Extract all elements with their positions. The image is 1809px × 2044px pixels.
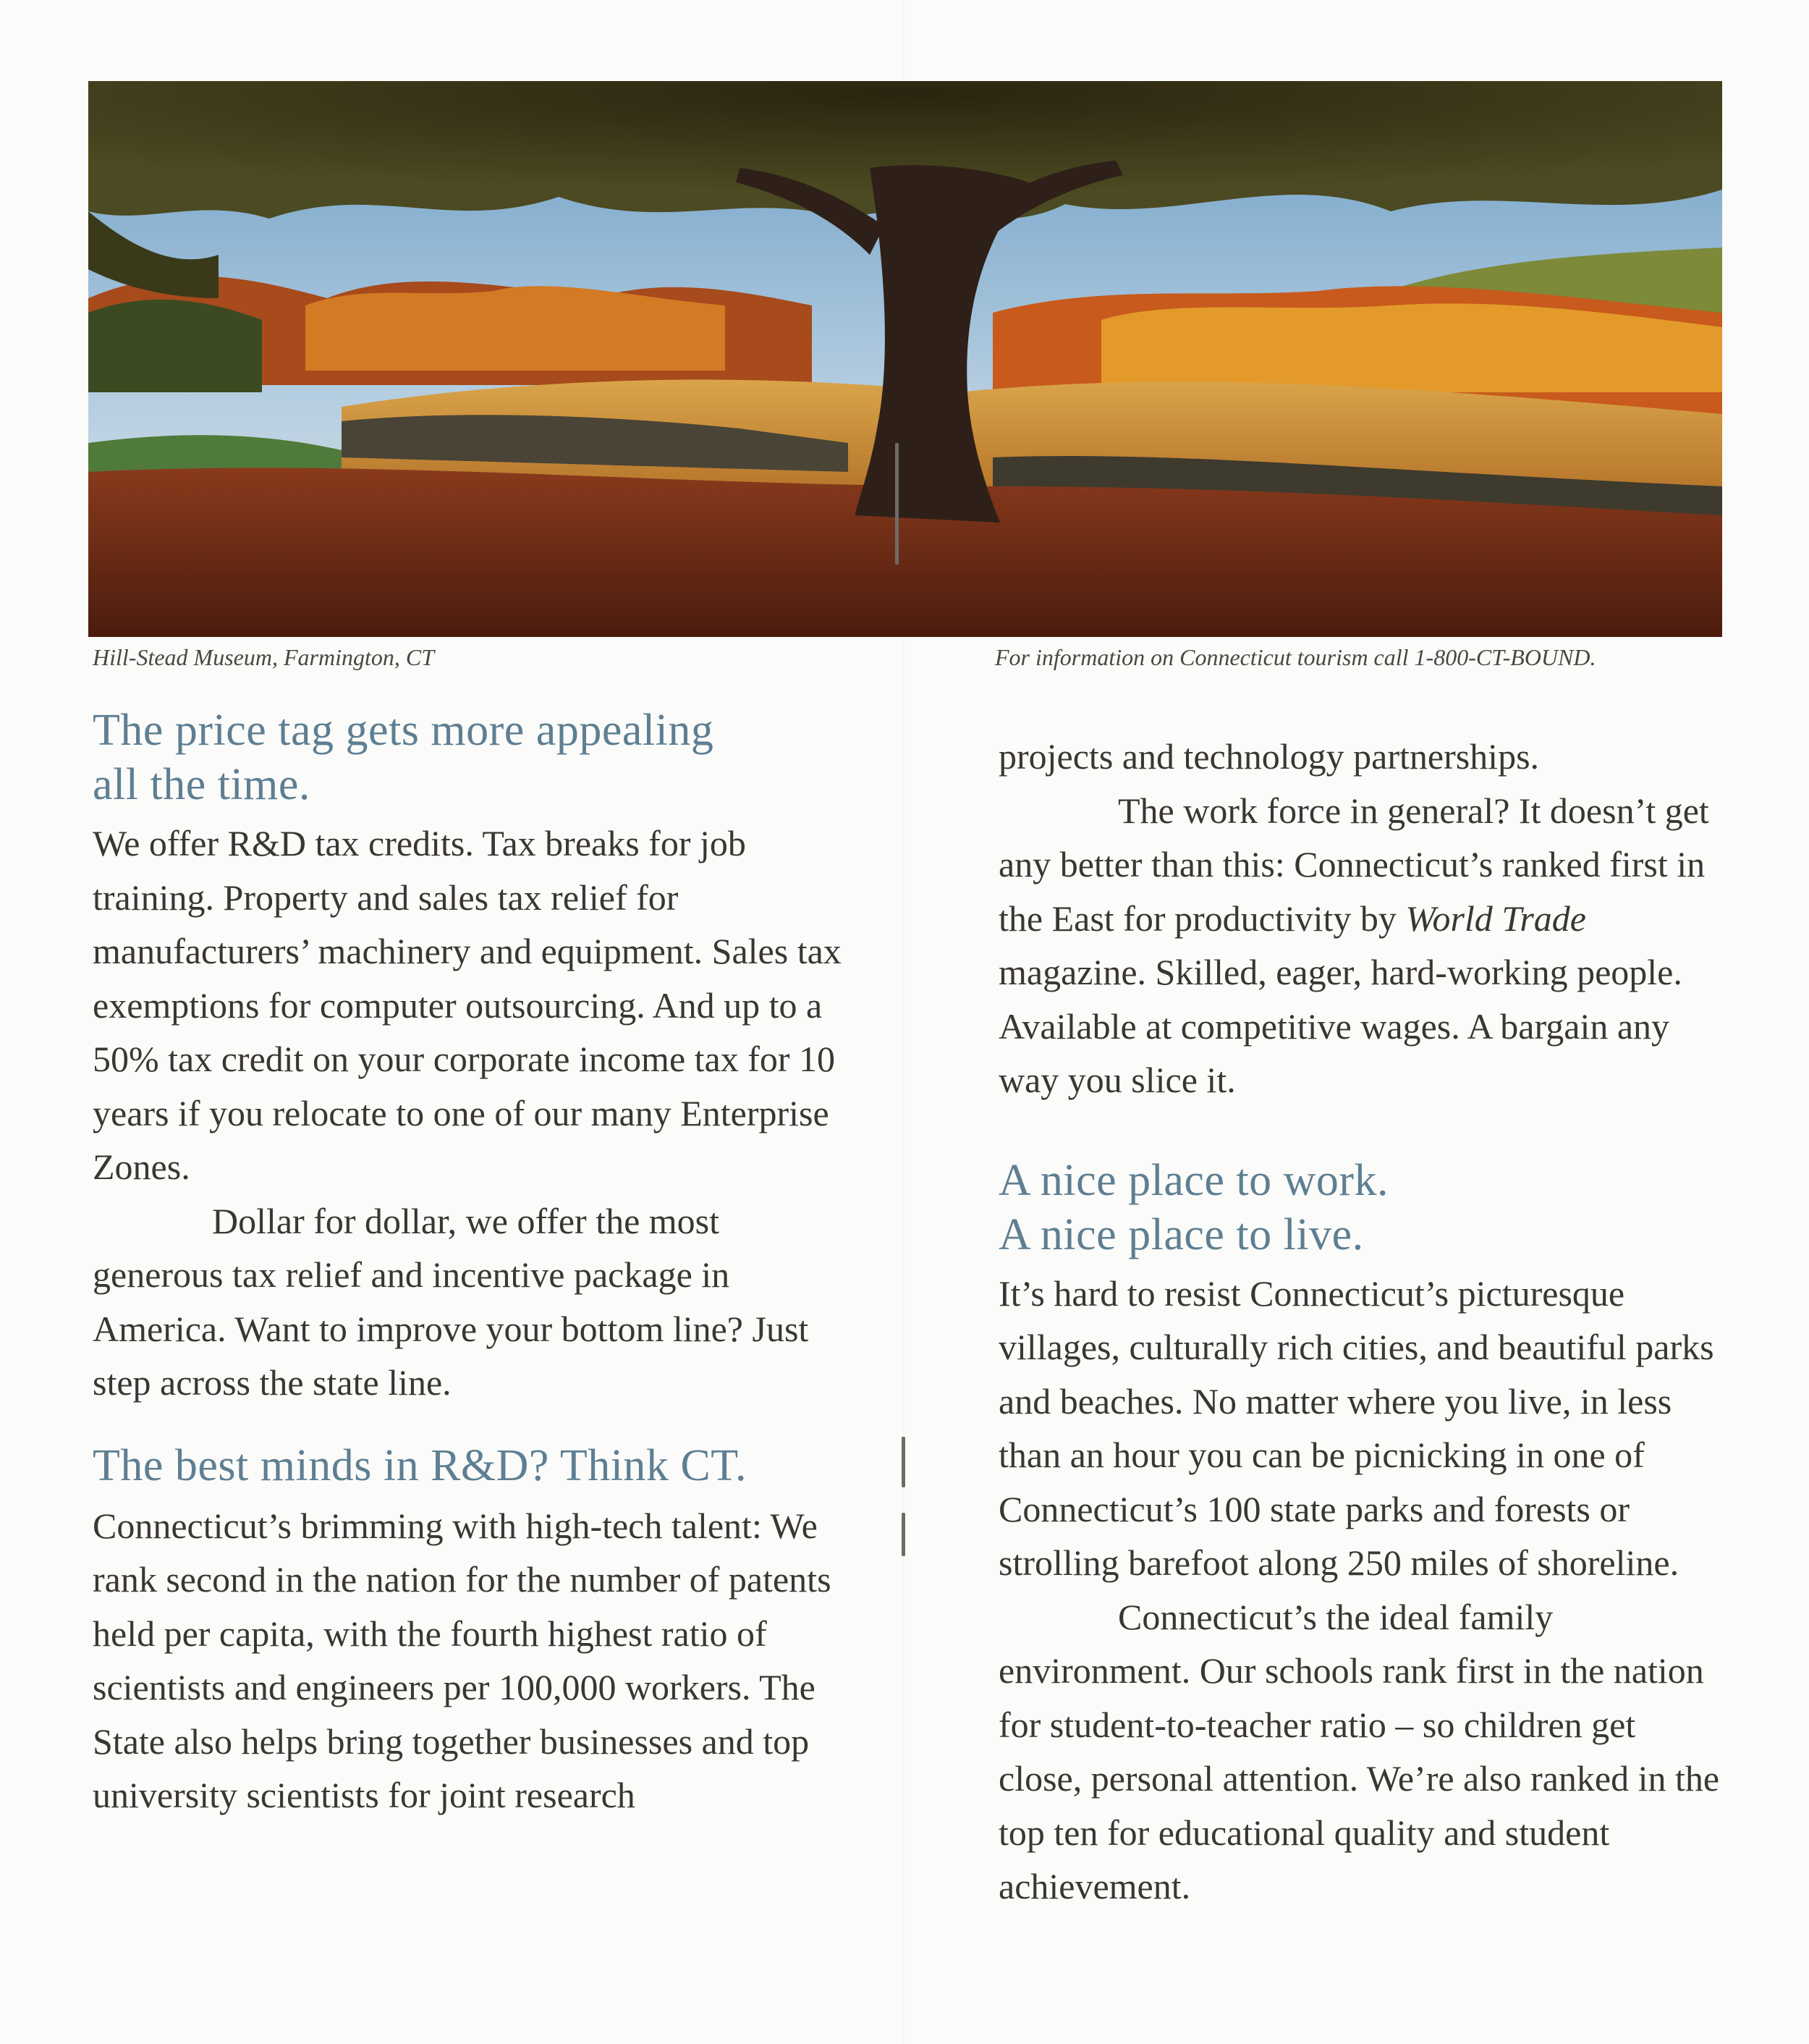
heading-best-minds: The best minds in R&D? Think CT. [93, 1440, 747, 1490]
autumn-landscape-photo [88, 81, 1722, 637]
left-column [93, 704, 845, 1823]
landscape-illustration [88, 81, 1722, 637]
photo-caption-tourism: For information on Connecticut tourism call 1-800-CT-BOUND. [995, 644, 1596, 670]
paragraph-picturesque: It’s hard to resist Connecticut’s picturesque villages, culturally rich cities, and beautiful parks and beaches. No matter where you live, in less than an hour you can be picnicking in one of Connecticut’s 100 state parks and forests or strolling barefoot along 250 miles of shoreline. [999, 1272, 1714, 1583]
binding-staple-mid [902, 1437, 905, 1487]
binding-staple-low [902, 1513, 905, 1556]
paragraph-continued: projects and technology partnerships. [999, 736, 1540, 777]
right-column [999, 730, 1722, 1914]
heading-price-tag-line1: The price tag gets more appealing [93, 706, 714, 755]
heading-price-tag [93, 704, 845, 812]
magazine-title: World Trade [1405, 898, 1586, 939]
work-force-text-1: The work force in general? It doesn’t get any better than this: Connecticut’s ranked first in the East for productivity by [999, 790, 1709, 939]
work-force-text-2: magazine. Skilled, eager, hard-working people. Available at competitive wages. A bargain any way you slice it. [999, 952, 1682, 1100]
binding-staple-top [895, 443, 899, 565]
heading-nice-place-line1: A nice place to work. [999, 1155, 1389, 1205]
paragraph-dollar-for-dollar: Dollar for dollar, we offer the most generous tax relief and incentive package in America. Want to improve your bottom line? Just step across the state line. [93, 1200, 809, 1403]
paragraph-work-force [999, 784, 1722, 1107]
heading-price-tag-line2: all the time. [93, 760, 310, 809]
paragraph-high-tech-talent: Connecticut’s brimming with high-tech talent: We rank second in the nation for the number of patents held per capita, with the fourth highest ratio of scientists and engineers per 100,000 workers. The State also helps bring together businesses and top university scientists for joint research [93, 1505, 831, 1815]
paragraph-tax-credits: We offer R&D tax credits. Tax breaks for job training. Property and sales tax relief for manufacturers’ machinery and equipment. Sales tax exemptions for computer outsourcing. And up to a 50% tax credit on your corporate income tax for 10 years if you relocate to one of our many Enterprise Zones. [93, 823, 842, 1187]
photo-caption-location: Hill-Stead Museum, Farmington, CT [93, 644, 434, 670]
heading-nice-place-line2: A nice place to live. [999, 1209, 1364, 1259]
heading-nice-place [999, 1154, 1722, 1262]
paragraph-family-environment: Connecticut’s the ideal family environment. Our schools rank first in the nation for student-to-teacher ratio – so children get close, personal attention. We’re also ranked in the top ten for educational quality and student achievement. [999, 1596, 1720, 1906]
